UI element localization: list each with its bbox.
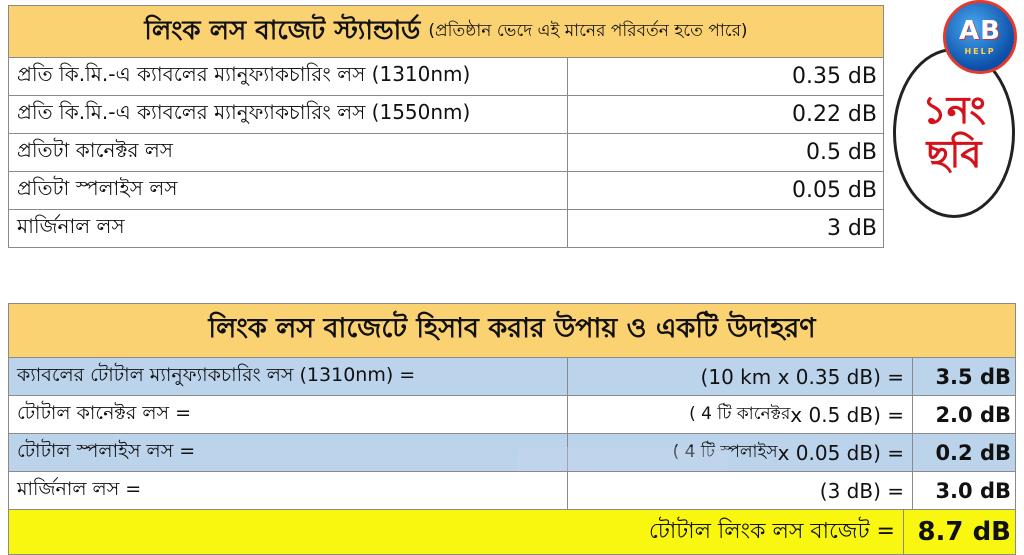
calc-count: ( 4 টি স্পলাইস (672, 441, 778, 462)
row-label: প্রতিটা স্পলাইস লস (9, 172, 568, 209)
total-label: টোটাল লিংক লস বাজেট = (9, 510, 904, 554)
calc-count: ( 4 টি কানেক্টর (689, 403, 791, 424)
table-row (8, 134, 884, 172)
table2-header (8, 303, 1016, 358)
loss-calculation-table (8, 303, 1016, 555)
total-value: 8.7 dB (917, 517, 1011, 547)
row-calculation: (10 km x 0.35 dB) = (568, 358, 913, 395)
row-label: প্রতিটা কানেক্টর লস (9, 134, 568, 171)
figure-number-stamp (893, 48, 1015, 218)
row-value: 0.22 dB (791, 102, 877, 127)
row-label: টোটাল কানেক্টর লস = (9, 396, 568, 433)
table-row (8, 172, 884, 210)
total-row (8, 510, 1016, 555)
row-value: 0.35 dB (791, 64, 877, 89)
table-row (8, 58, 884, 96)
table-row (8, 396, 1016, 434)
table-row (8, 210, 884, 248)
row-label: মার্জিনাল লস (9, 210, 568, 247)
row-value: 3 dB (826, 216, 877, 241)
stamp-line1: ১নং (922, 88, 986, 133)
logo-sub: HELP (964, 47, 996, 56)
logo-main: AB (959, 16, 1001, 46)
calc-formula: x 0.5 dB) = (790, 402, 904, 427)
table-row (8, 96, 884, 134)
row-label: মার্জিনাল লস = (9, 472, 568, 509)
stamp-line2: ছবি (926, 132, 982, 176)
row-result: 0.2 dB (935, 440, 1011, 465)
table1-title: লিংক লস বাজেট স্ট্যান্ডার্ড (144, 15, 421, 46)
row-result: 3.5 dB (935, 364, 1011, 389)
faint-watermark (518, 447, 728, 471)
table-row (8, 434, 1016, 472)
row-label: ক্যাবলের টোটাল ম্যানুফ্যাকচারিং লস (1310nm) = (9, 358, 568, 395)
row-label: টোটাল স্পলাইস লস = (9, 434, 568, 471)
row-label: প্রতি কি.মি.-এ ক্যাবলের ম্যানুফ্যাকচারিং লস (1310nm) (9, 58, 568, 95)
table2-title: লিংক লস বাজেটে হিসাব করার উপায় ও একটি উদাহরণ (208, 313, 816, 344)
row-calculation (568, 396, 913, 433)
row-result: 2.0 dB (935, 402, 1011, 427)
row-result: 3.0 dB (935, 478, 1011, 503)
row-label: প্রতি কি.মি.-এ ক্যাবলের ম্যানুফ্যাকচারিং লস (1550nm) (9, 96, 568, 133)
row-value: 0.5 dB (805, 140, 877, 165)
table1-header (8, 5, 884, 58)
loss-standard-table (8, 5, 884, 248)
table-row (8, 472, 1016, 510)
calc-formula: x 0.05 dB) = (777, 440, 904, 465)
row-calculation: (3 dB) = (568, 472, 913, 509)
row-value: 0.05 dB (791, 178, 877, 203)
table1-subtitle: (প্রতিষ্ঠান ভেদে এই মানের পরিবর্তন হতে পারে) (428, 20, 748, 41)
channel-logo (943, 0, 1017, 74)
table-row (8, 358, 1016, 396)
